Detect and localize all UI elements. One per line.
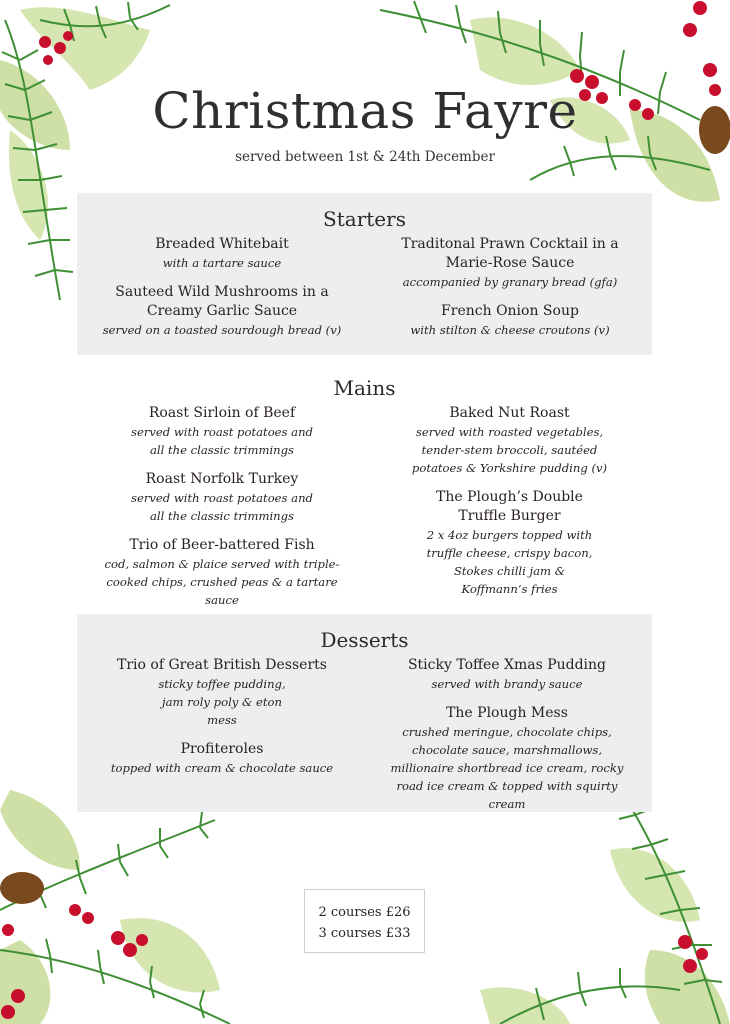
menu-item [387,704,627,813]
item-description: sticky toffee pudding, jam roly poly & eton mess [158,677,286,727]
menu-item [107,656,337,729]
menu-item [87,283,357,339]
pricing-box [304,889,425,953]
starters-title: Starters [323,207,406,231]
menu-item [87,235,357,272]
item-name: The Plough’s Double Truffle Burger [436,489,583,524]
menu-item [91,470,353,525]
item-name: French Onion Soup [441,303,579,319]
menu-title: Christmas Fayre [152,82,578,140]
bottom-left-holly-decoration [0,790,250,1024]
item-description: crushed meringue, chocolate chips, chocolate sauce, marshmallows, millionaire shortbread ice cream, rocky road ice cream & topped with squirty cream [390,725,624,811]
menu-item [395,235,625,291]
starters-right-column [395,235,625,350]
menu-item [395,302,625,339]
desserts-left-column [107,656,337,788]
item-description: with stilton & cheese croutons (v) [410,323,610,337]
item-description: topped with cream & chocolate sauce [110,761,334,775]
item-description: cod, salmon & plaice served with triple-cooked chips, crushed peas & a tartare sauce [104,557,340,607]
item-name: Baked Nut Roast [449,405,570,421]
item-name: Roast Sirloin of Beef [148,405,296,421]
item-description: with a tartare sauce [162,256,282,270]
price-three-courses: 3 courses £33 [318,926,411,941]
item-description: 2 x 4oz burgers topped with truffle cheese, crispy bacon, Stokes chilli jam & Koffmann’s fries [426,528,593,596]
desserts-panel [77,614,652,812]
menu-item [397,488,622,598]
mains-section [77,362,652,607]
mains-left-column [91,404,353,620]
item-description: accompanied by granary bread (gfa) [402,275,618,289]
item-description: served with brandy sauce [431,677,583,691]
item-description: served with roasted vegetables, tender-stem broccoli, sautéed potatoes & Yorkshire pudding (v) [411,425,608,475]
starters-panel [77,193,652,355]
item-name: Sauteed Wild Mushrooms in a Creamy Garlic Sauce [115,284,329,319]
desserts-right-column [387,656,627,824]
item-name: The Plough Mess [446,705,568,721]
item-description: served on a toasted sourdough bread (v) [102,323,342,337]
price-two-courses: 2 courses £26 [318,905,411,920]
item-name: Trio of Great British Desserts [117,657,327,673]
item-description: served with roast potatoes and all the classic trimmings [131,425,313,457]
item-name: Trio of Beer-battered Fish [129,537,315,553]
starters-left-column [87,235,357,350]
item-name: Traditonal Prawn Cocktail in a Marie-Rose Sauce [401,236,619,271]
mains-title: Mains [333,376,396,400]
item-name: Profiteroles [180,741,264,757]
mains-right-column [397,404,622,609]
menu-item [91,536,353,609]
menu-item [107,740,337,777]
desserts-title: Desserts [320,628,409,652]
menu-item [387,656,627,693]
item-name: Breaded Whitebait [155,236,289,252]
menu-item [397,404,622,477]
item-name: Sticky Toffee Xmas Pudding [407,657,607,673]
bottom-right-holly-decoration [480,790,730,1024]
item-name: Roast Norfolk Turkey [145,471,299,487]
menu-subtitle: served between 1st & 24th December [235,149,495,165]
menu-item [91,404,353,459]
item-description: served with roast potatoes and all the classic trimmings [131,491,313,523]
